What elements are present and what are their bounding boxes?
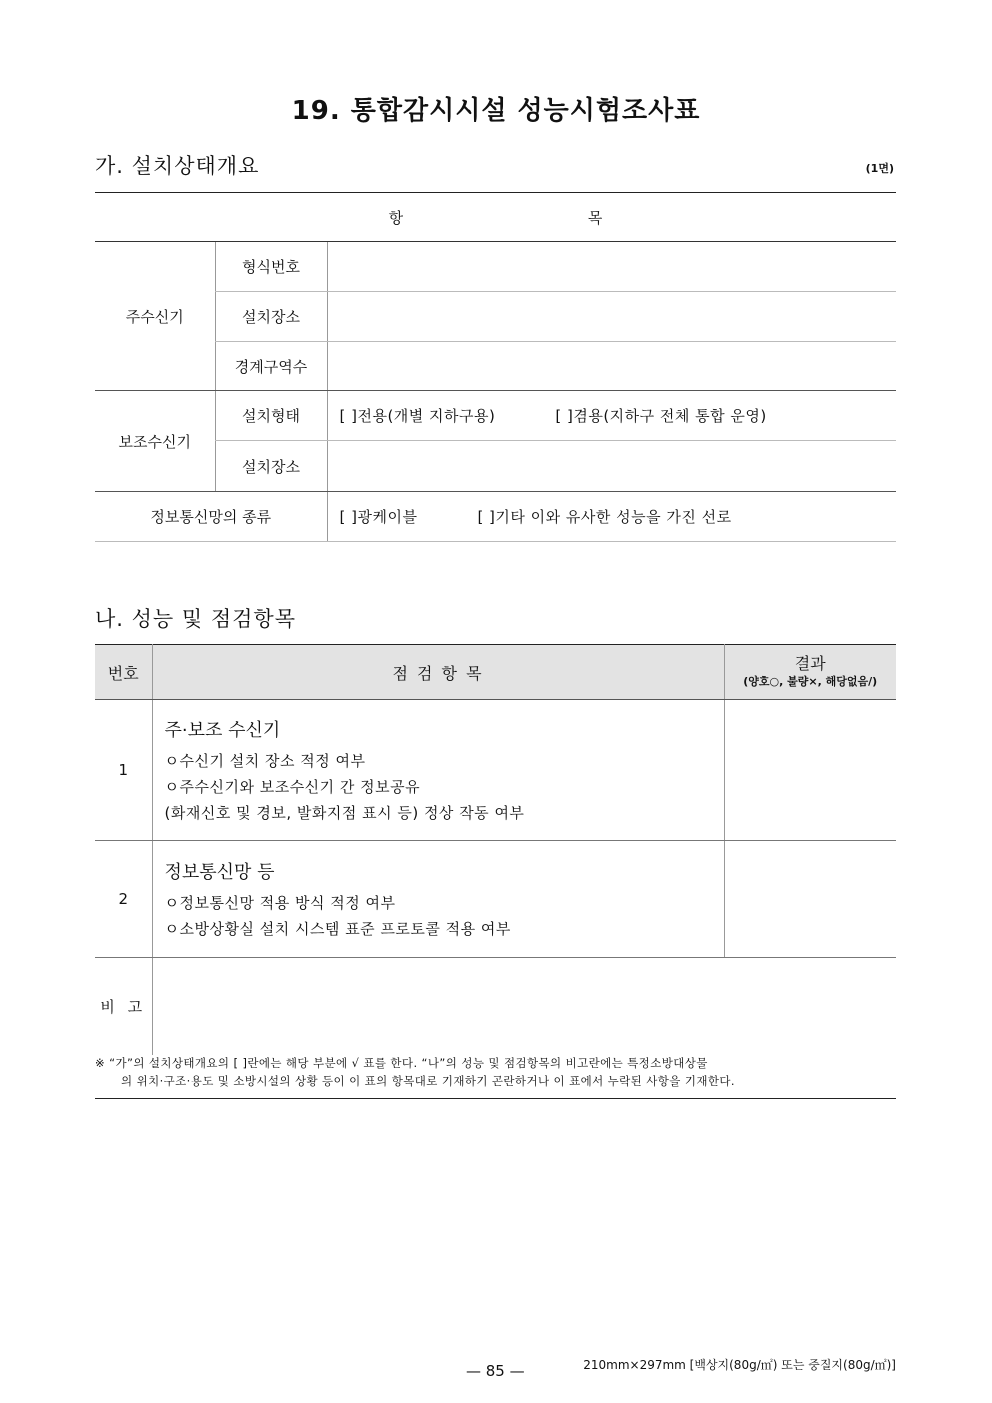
footnote-line-2: 의 위치·구조·용도 및 소방시설의 상황 등이 이 표의 항목대로 기재하기 곤란하거나 이 표에서 누락된 사항을 기재한다. [121,1074,735,1088]
header-right: 목 [587,208,603,227]
result-header: 결과 [794,654,826,673]
item-line: ㅇ주수신기와 보조수신기 간 정보공유 [164,778,421,796]
item-content [152,700,724,841]
section-b-heading: 나. 성능 및 점검항목 [95,607,296,631]
table-row [95,700,896,841]
sub-location-value[interactable] [327,441,896,492]
network-type-options[interactable] [327,492,896,542]
install-type-option-dedicated[interactable]: [ ]전용(개별 지하구용) [339,407,496,425]
remarks-label: 비 고 [100,997,147,1016]
install-type-option-shared[interactable]: [ ]겸용(지하구 전체 통합 운영) [555,407,767,425]
item-line: ㅇ수신기 설치 장소 적정 여부 [164,752,366,770]
zone-count-value[interactable] [327,342,896,391]
install-type-options[interactable] [327,391,896,441]
footnote-line-1: ※ “가”의 설치상태개요의 [ ]란에는 해당 부분에 √ 표를 한다. “나”의 성능 및 점검항목의 비고란에는 특정소방대상물 [95,1056,708,1070]
sub-receiver-label: 보조수신기 [95,391,215,492]
network-option-other[interactable]: [ ]기타 이와 유사한 성능을 가진 선로 [477,508,732,526]
col-inspection-items: 점 검 항 목 [152,645,724,700]
item-number: 1 [95,700,152,841]
item-heading: 주·보조 수신기 [164,720,281,741]
item-line: ㅇ소방상황실 설치 시스템 표준 프로토콜 적용 여부 [164,920,511,938]
zone-count-label: 경계구역수 [215,342,327,391]
network-type-label: 정보통신망의 종류 [95,492,327,542]
install-type-label: 설치형태 [215,391,327,441]
page-mark: (1면) [865,162,894,175]
installation-status-table [95,192,896,542]
model-number-label: 형식번호 [215,242,327,292]
paper-size: 210mm×297mm [백상지(80g/㎡) 또는 중질지(80g/㎡)] [583,1358,896,1372]
header-left: 항 [388,208,404,227]
footnote [95,1054,896,1099]
col-result [724,645,896,700]
remarks-cell[interactable] [152,958,896,1055]
section-a-heading: 가. 설치상태개요 [95,154,260,178]
table-header [95,193,896,242]
remarks-row [95,958,896,1055]
col-number: 번호 [95,645,152,700]
result-cell[interactable] [724,700,896,841]
result-legend: (양호○, 불량×, 해당없음/) [743,675,878,688]
network-option-optical[interactable]: [ ]광케이블 [339,508,418,526]
item-line: ㅇ정보통신망 적용 방식 적정 여부 [164,894,396,912]
page-number: — 85 — [466,1362,525,1380]
page-title: 19. 통합감시시설 성능시험조사표 [291,96,701,126]
table-row [95,841,896,958]
main-location-value[interactable] [327,292,896,342]
item-number: 2 [95,841,152,958]
main-receiver-label: 주수신기 [95,242,215,391]
item-line: (화재신호 및 경보, 발화지점 표시 등) 정상 작동 여부 [164,804,525,822]
sub-location-label: 설치장소 [215,441,327,492]
item-content [152,841,724,958]
item-heading: 정보통신망 등 [164,862,275,883]
result-cell[interactable] [724,841,896,958]
model-number-value[interactable] [327,242,896,292]
inspection-items-table [95,644,896,1055]
main-location-label: 설치장소 [215,292,327,342]
